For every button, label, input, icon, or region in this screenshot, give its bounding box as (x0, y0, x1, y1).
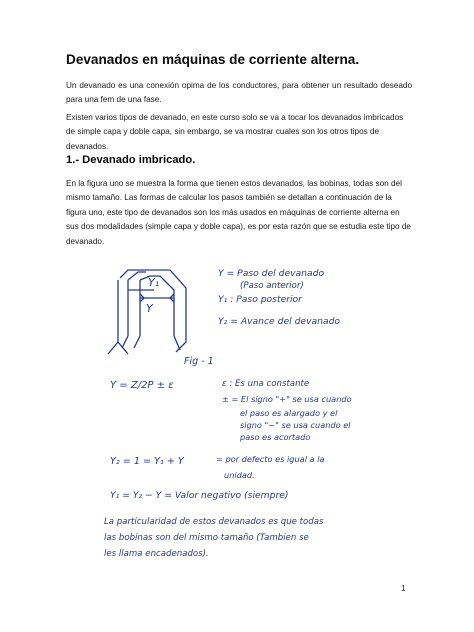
legend-y-sub: (Paso anterior) (240, 281, 304, 291)
fig-label: Fig - 1 (184, 356, 214, 367)
closing-note-3: les llama encadenados). (104, 549, 209, 559)
formula-y2: Y₂ = 1 = Y₁ + Y (110, 456, 184, 467)
types-paragraph: Existen varios tipos de devanado, en este curso solo se va a tocar los devanados imbricados de simple capa y doble capa, sin embargo, se va mostrar cuales son los otros tipos de devanados. (66, 113, 404, 151)
sign-note-1: ± = El signo "+" se usa cuando (222, 394, 352, 404)
sign-note-2: el paso es alargado y el (240, 408, 338, 418)
sign-note-3: signo "−" se usa cuando el (240, 420, 351, 430)
closing-note-1: La particularidad de estos devanados es que todas (104, 517, 324, 527)
document-title: Devanados en máquinas de corriente alterna. (66, 52, 360, 67)
intro-paragraph: Un devanado es una conexión opima de los conductores, para obtener un resultado deseado para una fem de una fase. (66, 81, 412, 105)
section-heading: 1.- Devanado imbricado. (66, 154, 196, 166)
handwritten-figure (100, 262, 430, 562)
epsilon-definition: ε : Es una constante (222, 379, 310, 389)
page-number: 1 (401, 584, 406, 593)
y2-note-2: unidad. (224, 470, 255, 480)
y2-note-1: = por defecto es igual a la (216, 454, 325, 464)
sign-note-4: paso es acortado (240, 432, 311, 442)
legend-y: Y = Paso del devanado (218, 268, 325, 279)
legend-y1: Y₁ : Paso posterior (218, 294, 302, 305)
formula-y1: Y₁ = Y₂ − Y = Valor negativo (siempre) (110, 490, 289, 501)
closing-note-2: las bobinas son del mismo tamaño (Tambien se (104, 533, 309, 543)
formula-y: Y = Z/2P ± ε (110, 380, 174, 391)
section-paragraph: En la figura uno se muestra la forma que tienen estos devanados, las bobinas, todas son del mismo tamaño. Las formas de calcular los pasos también se detallan a continuación de la figura uno, este tipo de devanados son los más usados en máquinas de corriente alterna en sus dos modalidades (simple capa y doble capa), es por esta razón que se estudia este tipo de devanado. (66, 179, 411, 246)
label-y1: Y₁ (148, 276, 160, 289)
legend-y2: Y₂ = Avance del devanado (218, 316, 341, 327)
label-y-main: Y (146, 302, 153, 315)
